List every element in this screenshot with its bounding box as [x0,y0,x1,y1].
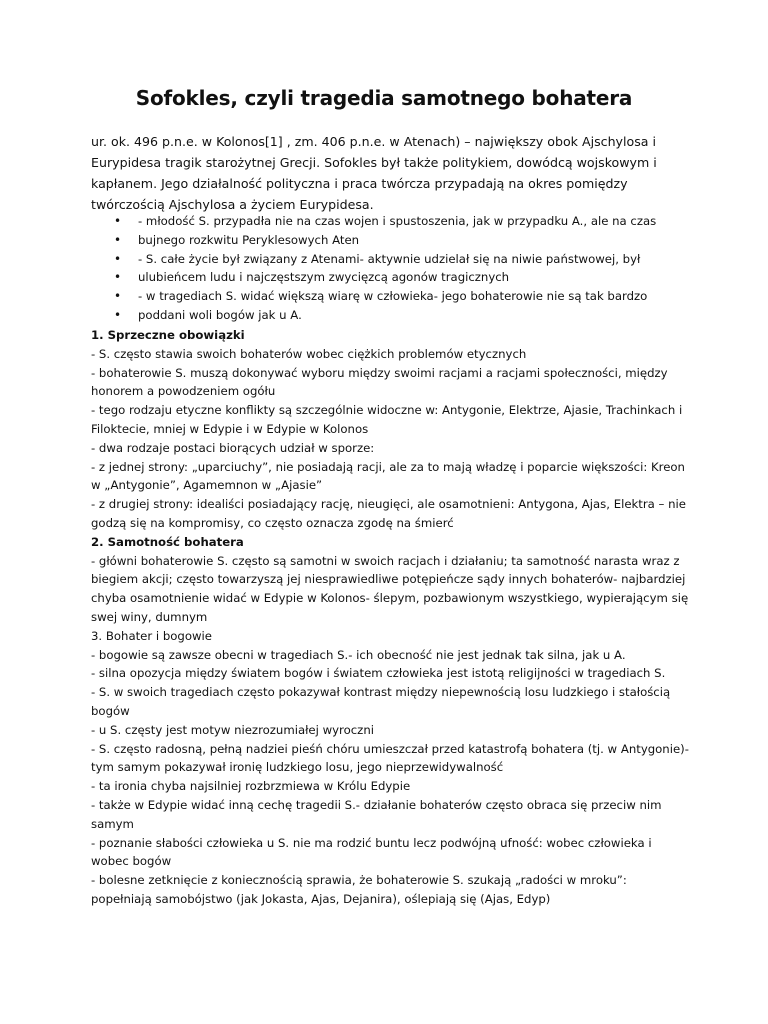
body-paragraph: - u S. częsty jest motyw niezrozumiałej wyroczni [91,722,374,737]
section-heading: 3. Bohater i bogowie [91,628,212,643]
body-paragraph: - S. w swoich tragediach często pokazywał kontrast między niepewnością losu ludzkiego i stałością bogów [91,685,671,718]
document-body [91,326,691,909]
body-paragraph: - poznanie słabości człowieka u S. nie ma rodzić buntu lecz podwójną ufność: wobec człowieka i wobec bogów [91,835,652,869]
bullet-icon: • [114,289,122,304]
body-paragraph: - bogowie są zawsze obecni w tragediach S.- ich obecność nie jest jednak tak silna, jak u A. [91,647,626,662]
bullet-icon: • [114,270,122,285]
body-paragraph: - także w Edypie widać inną cechę tragedii S.- działanie bohaterów często obraca się przeciw nim samym [91,797,662,831]
bullet-icon: • [114,214,122,228]
bullet-icon: • [114,307,122,322]
body-paragraph: - silna opozycja między światem bogów i światem człowieka jest istotą religijności w tragediach S. [91,666,666,681]
body-paragraph: - S. często radosną, pełną nadziei pieśń chóru umieszczał przed katastrofą bohatera (tj. w Antygonie)- tym samym pokazywał ironię ludzkiego losu, jego nieprzewidywalność [91,741,689,775]
bullet-text: ulubieńcem ludu i najczęstszym zwycięzcą agonów tragicznych [138,270,510,285]
body-paragraph: - tego rodzaju etyczne konflikty są szczególnie widoczne w: Antygonie, Elektrze, Ajasie, Trachinkach i Filoktecie, mniej w Edypie i w Edypie w Kolonos [91,403,683,436]
bullet-item [91,231,691,250]
bullet-text: - młodość S. przypadła nie na czas wojen i spustoszenia, jak w przypadku A., ale na czas [138,214,657,228]
bullet-text: bujnego rozkwitu Peryklesowych Aten [138,232,360,247]
body-paragraph: - główni bohaterowie S. często są samotni w swoich racjach i działaniu; ta samotność narasta wraz z biegiem akcji; często towarzyszą jej niesprawiedliwe potępieńcze sądy innych bohaterów- najbardziej chyba osamotnienie widać w Edypie w Kolonos- ślepym, pozbawionym wszystkiego, wypierającym się swej winy, dumnym [91,553,689,624]
bullet-item [91,287,691,306]
bullet-text: - S. całe życie był związany z Atenami- aktywnie udzielał się na niwie państwowej, był [138,251,641,266]
body-paragraph: - dwa rodzaje postaci biorących udział w sporze: [91,440,375,455]
document-title: Sofokles, czyli tragedia samotnego bohatera [135,86,633,110]
bullet-item [91,250,691,269]
bullet-item [91,306,691,325]
bullet-icon: • [114,251,122,266]
bullet-icon: • [114,232,122,247]
body-paragraph: - bohaterowie S. muszą dokonywać wyboru między swoimi racjami a racjami społeczności, między honorem a powodzeniem ogółu [91,365,668,399]
intro-paragraph: ur. ok. 496 p.n.e. w Kolonos[1] , zm. 406 p.n.e. w Atenach) – największy obok Ajschylosa i Eurypidesa tragik starożytnej Grecji. Sofokles był także politykiem, dowódcą wojskowym i kapłanem. Jego działalność polityczna i praca twórcza przypadają na okres pomiędzy twórczością Ajschylosa a życiem Eurypidesa. [91,134,657,212]
bullet-list [91,212,691,325]
body-paragraph: - z jednej strony: „uparciuchy”, nie posiadają racji, ale za to mają władzę i poparcie większości: Kreon w „Antygonie”, Agamemnon w „Ajasie” [91,459,685,493]
bullet-text: poddani woli bogów jak u A. [138,307,302,322]
section-heading: 1. Sprzeczne obowiązki [91,328,245,342]
bullet-text: - w tragediach S. widać większą wiarę w człowieka- jego bohaterowie nie są tak bardzo [138,289,648,304]
body-paragraph: - S. często stawia swoich bohaterów wobec ciężkich problemów etycznych [91,346,527,361]
body-paragraph: - bolesne zetknięcie z koniecznością sprawia, że bohaterowie S. szukają „radości w mroku”: popełniają samobójstwo (jak Jokasta, Ajas, Dejanira), oślepiają się (Ajas, Edyp) [91,873,627,906]
body-paragraph: - ta ironia chyba najsilniej rozbrzmiewa w Królu Edypie [91,779,411,794]
bullet-item [91,268,691,287]
bullet-item [91,212,691,231]
body-paragraph: - z drugiej strony: idealiści posiadający rację, nieugięci, ale osamotnieni: Antygona, Ajas, Elektra – nie godzą się na kompromisy, co często oznacza zgodę na śmierć [91,497,686,530]
section-heading: 2. Samotność bohatera [91,534,244,549]
